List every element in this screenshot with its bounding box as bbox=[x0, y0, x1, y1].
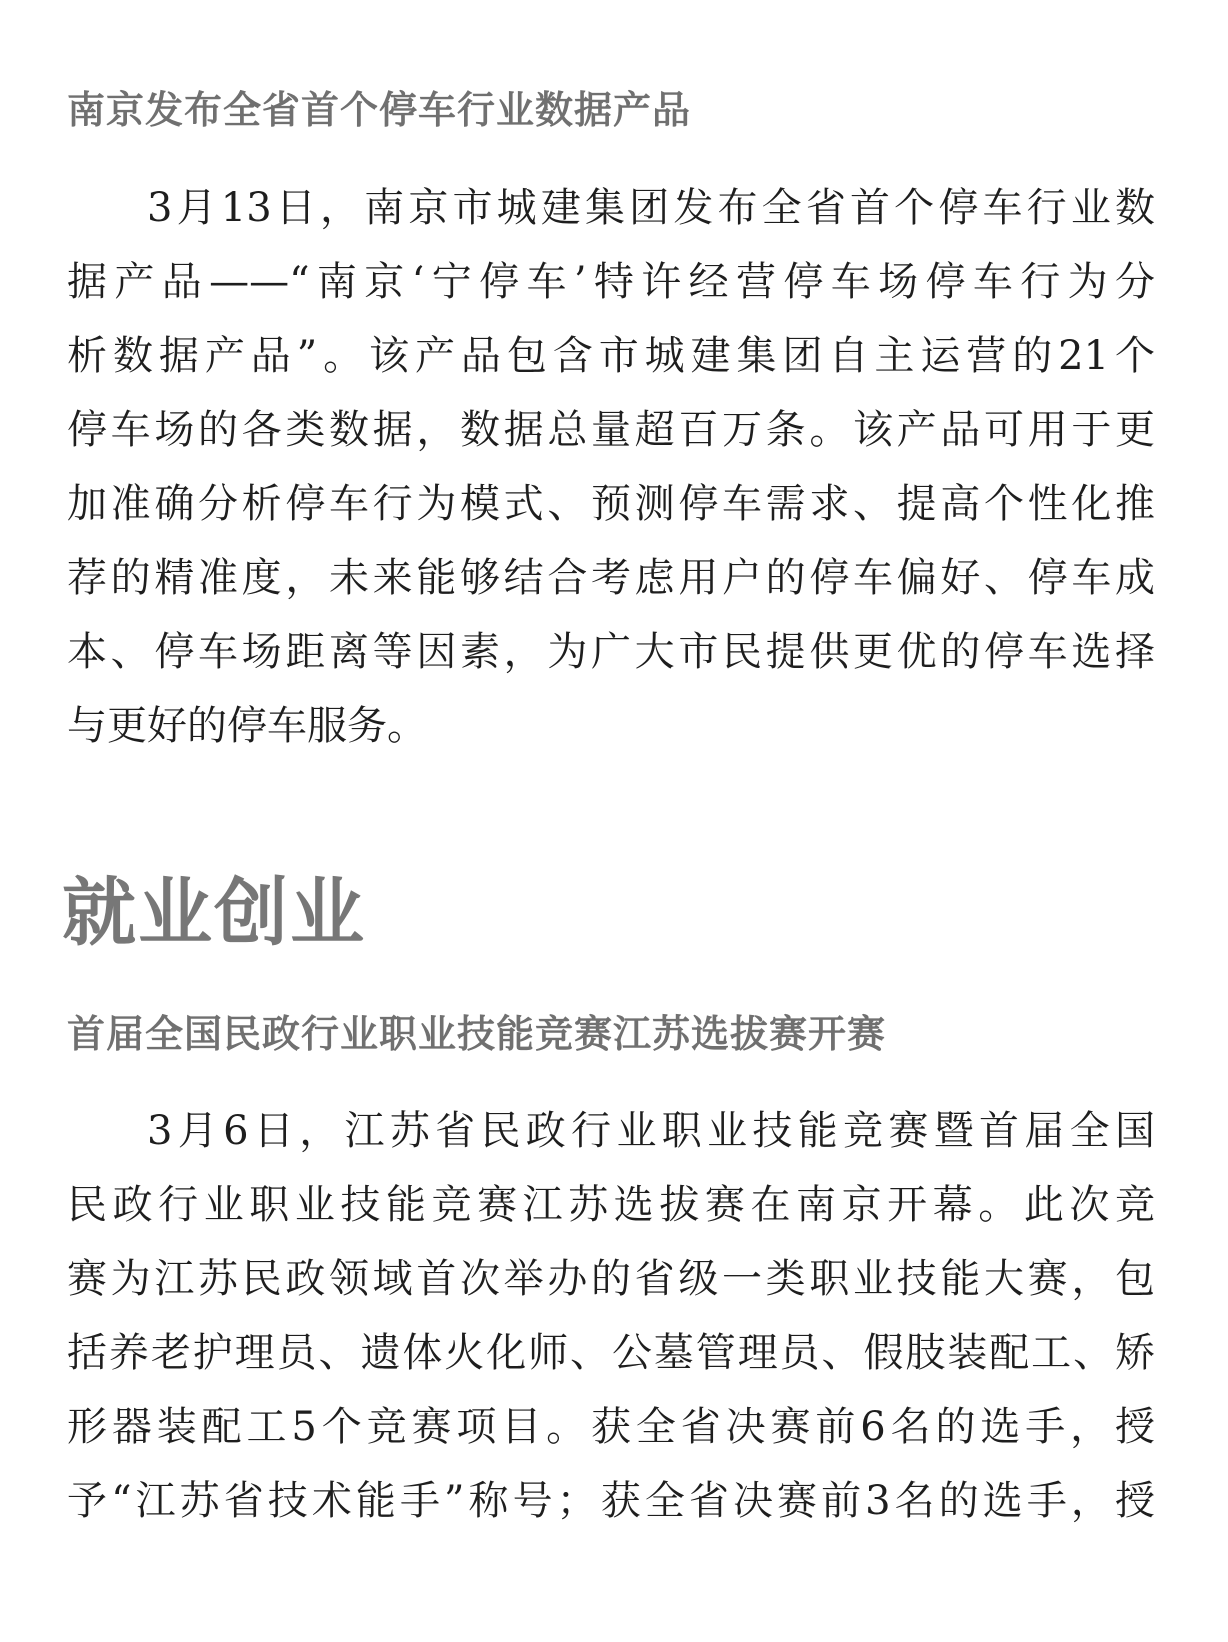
paragraph-line: 析数据产品”。该产品包含市城建集团自主运营的21个 bbox=[67, 333, 1155, 379]
paragraph-line: 停车场的各类数据，数据总量超百万条。该产品可用于更 bbox=[67, 407, 1155, 453]
paragraph-line: 据产品——“南京‘宁停车’特许经营停车场停车行为分 bbox=[67, 259, 1155, 305]
paragraph-line: 本、停车场距离等因素，为广大市民提供更优的停车选择 bbox=[67, 629, 1155, 675]
paragraph-line: 予“江苏省技术能手”称号；获全省决赛前3名的选手，授 bbox=[67, 1478, 1155, 1524]
paragraph-line: 与更好的停车服务。 bbox=[67, 703, 427, 749]
paragraph-line: 加准确分析停车行为模式、预测停车需求、提高个性化推 bbox=[67, 481, 1155, 527]
paragraph-line: 荐的精准度，未来能够结合考虑用户的停车偏好、停车成 bbox=[67, 555, 1155, 601]
paragraph-line: 形器装配工5个竞赛项目。获全省决赛前6名的选手，授 bbox=[67, 1404, 1155, 1450]
paragraph-line: 3月6日，江苏省民政行业职业技能竞赛暨首届全国 bbox=[147, 1108, 1155, 1154]
article-body-parking-data bbox=[67, 171, 1155, 763]
paragraph-line: 3月13日，南京市城建集团发布全省首个停车行业数 bbox=[147, 185, 1155, 231]
paragraph-line: 赛为江苏民政领域首次举办的省级一类职业技能大赛，包 bbox=[67, 1256, 1155, 1302]
paragraph-line: 民政行业职业技能竞赛江苏选拔赛在南京开幕。此次竞 bbox=[67, 1182, 1155, 1228]
article-title-parking-data: 南京发布全省首个停车行业数据产品 bbox=[67, 87, 692, 132]
article-title-skills-competition: 首届全国民政行业职业技能竞赛江苏选拔赛开赛 bbox=[67, 1011, 887, 1056]
article-body-skills-competition bbox=[67, 1094, 1155, 1538]
paragraph-line: 括养老护理员、遗体火化师、公墓管理员、假肢装配工、矫 bbox=[67, 1330, 1155, 1376]
section-heading-employment: 就业创业 bbox=[62, 870, 366, 956]
